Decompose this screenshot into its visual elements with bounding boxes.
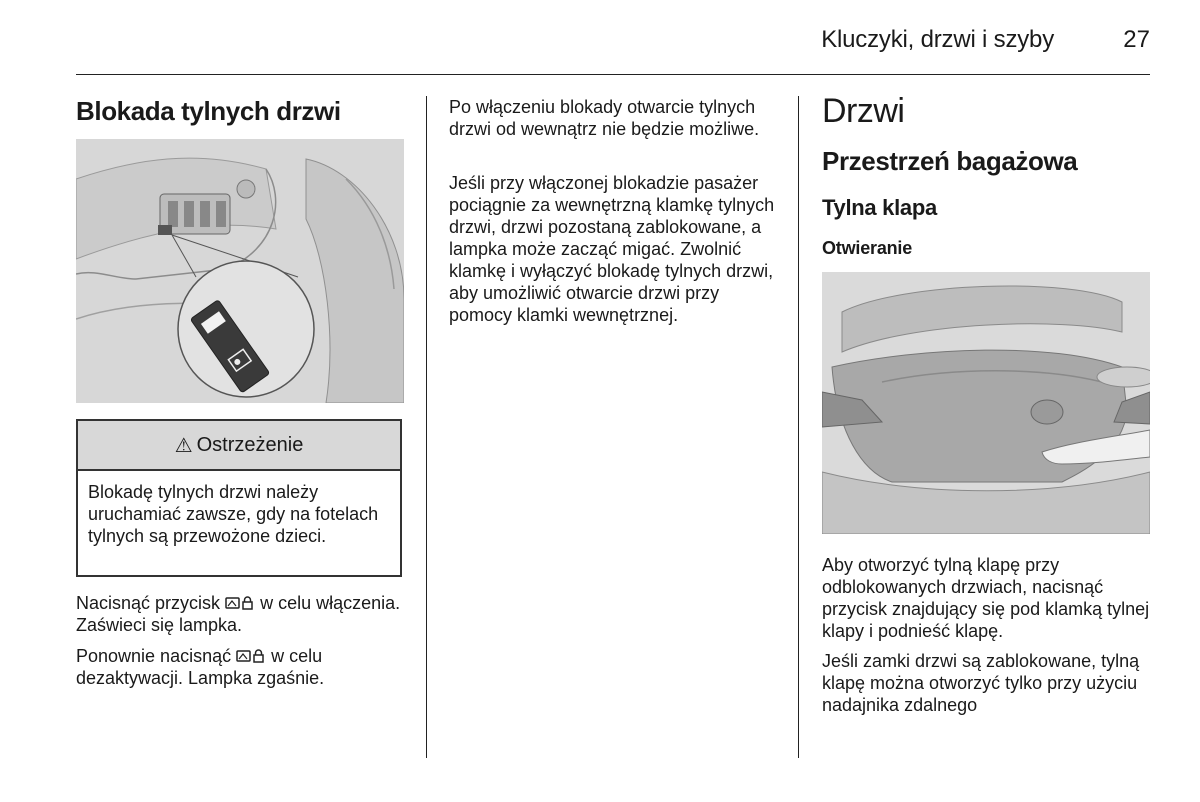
tailgate-drawing	[822, 272, 1150, 534]
paragraph-disable-end: w celu dezaktywacji. Lampka zgaśnie.	[76, 646, 325, 688]
tailgate-illustration	[822, 272, 1150, 534]
paragraph-enable	[76, 592, 402, 636]
header-rule	[76, 74, 1150, 75]
child-lock-icon	[225, 596, 255, 610]
subsection-heading-tailgate: Tylna klapa	[822, 195, 937, 220]
chapter-heading: Drzwi	[822, 92, 905, 130]
column-divider-left	[426, 96, 427, 758]
section-heading: Blokada tylnych drzwi	[76, 96, 341, 126]
warning-triangle-icon: ⚠	[174, 434, 193, 457]
paragraph-enable-end: w celu włączenia. Zaświeci się lampka.	[76, 593, 401, 635]
paragraph-open-tailgate: Aby otworzyć tylną klapę przy odblokowanych drzwiach, nacisnąć przycisk znajdujący się pod klamką tylnej klapy i podnieść klapę.	[822, 555, 1150, 641]
warning-box	[76, 419, 402, 577]
section-heading-luggage: Przestrzeń bagażowa	[822, 146, 1078, 176]
child-lock-icon	[236, 649, 266, 663]
paragraph-disable-start: Ponownie nacisnąć	[76, 646, 232, 666]
door-panel-illustration	[76, 139, 404, 403]
paragraph-lock-behavior: Jeśli przy włączonej blokadzie pasażer pociągnie za wewnętrzną klamkę tylnych drzwi, drzwi pozostaną zablokowane, a lampka może zacząć migać. Zwolnić klamkę i wyłączyć blokadę tylnych drzwi, aby umożliwić otwarcie drzwi przy pomocy klamki wewnętrznej.	[449, 173, 775, 325]
running-header-title: Kluczyki, drzwi i szyby	[821, 26, 1054, 53]
warning-text: Blokadę tylnych drzwi należy uruchamiać zawsze, gdy na fotelach tylnych są przewożone dzieci.	[88, 482, 379, 546]
column-divider-right	[798, 96, 799, 758]
page-number: 27	[1123, 26, 1150, 53]
subheading-opening: Otwieranie	[822, 238, 913, 258]
door-panel-drawing	[76, 139, 404, 403]
paragraph-locked-doors: Jeśli zamki drzwi są zablokowane, tylną klapę można otworzyć tylko przy użyciu nadajnika zdalnego	[822, 651, 1140, 715]
paragraph-lock-effect: Po włączeniu blokady otwarcie tylnych drzwi od wewnątrz nie będzie możliwe.	[449, 97, 760, 139]
paragraph-enable-start: Nacisnąć przycisk	[76, 593, 221, 613]
warning-header	[78, 421, 400, 471]
paragraph-disable	[76, 645, 402, 689]
warning-title: Ostrzeżenie	[196, 433, 304, 456]
